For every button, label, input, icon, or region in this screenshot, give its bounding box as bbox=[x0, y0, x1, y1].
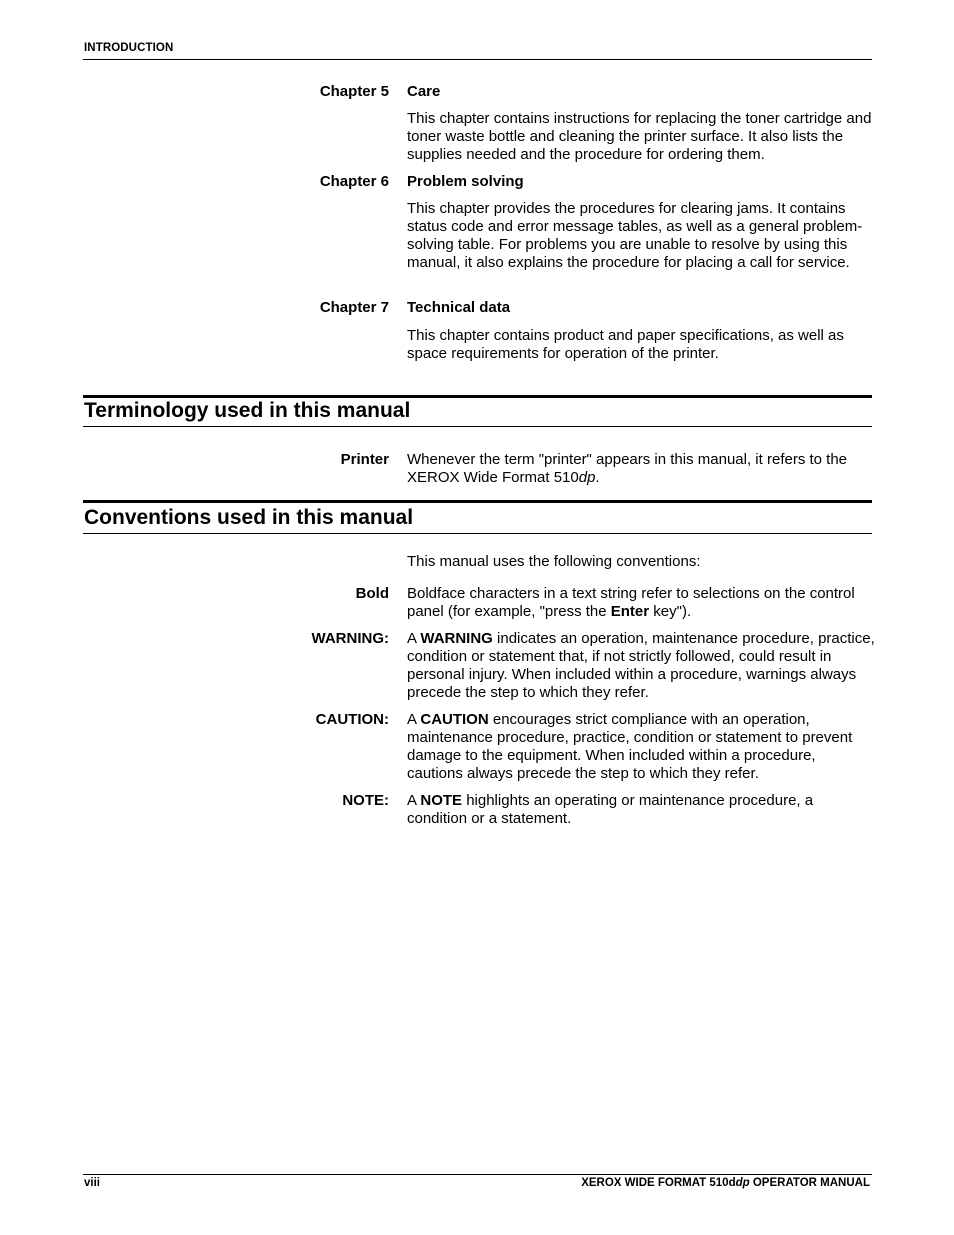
chapter-7-description: This chapter contains product and paper specifications, as well as space requirements for operation of the printer. bbox=[407, 327, 844, 362]
printer-definition bbox=[407, 451, 875, 487]
terminology-top-rule bbox=[83, 395, 872, 398]
note-keyword: NOTE bbox=[420, 792, 463, 809]
printer-definition-text: Whenever the term "printer" appears in this manual, it refers to the XEROX Wide Format 510 bbox=[407, 451, 848, 486]
printer-term: Printer bbox=[340, 451, 389, 468]
note-term: NOTE: bbox=[342, 792, 389, 809]
footer-title-italic: dp bbox=[735, 1177, 750, 1189]
printer-model-suffix: dp bbox=[578, 469, 596, 486]
footer-rule bbox=[83, 1174, 872, 1175]
caution-term: CAUTION: bbox=[315, 711, 389, 728]
page-number: viii bbox=[84, 1177, 100, 1189]
warning-keyword: WARNING bbox=[420, 630, 493, 647]
conventions-heading: Conventions used in this manual bbox=[84, 506, 414, 529]
enter-key-label: Enter bbox=[610, 603, 650, 620]
footer-title-end: OPERATOR MANUAL bbox=[749, 1177, 870, 1189]
bold-definition-text: Boldface characters in a text string refer to selections on the control panel (for example, "press the bbox=[407, 585, 855, 620]
caution-keyword: CAUTION bbox=[420, 711, 489, 728]
conventions-top-rule bbox=[83, 500, 872, 503]
bold-definition bbox=[407, 585, 875, 621]
chapter-5-label: Chapter 5 bbox=[319, 83, 389, 100]
caution-definition bbox=[407, 711, 875, 783]
header-rule bbox=[83, 59, 872, 60]
bold-term: Bold bbox=[355, 585, 389, 602]
note-text: highlights an operating or maintenance procedure, a condition or a statement. bbox=[407, 792, 814, 827]
footer-title-text: XEROX WIDE FORMAT 510d bbox=[581, 1177, 736, 1189]
warning-text: indicates an operation, maintenance procedure, practice, condition or statement that, if not strictly followed, could result in personal injury. When included within a procedure, warnings always precede the step to which they refer. bbox=[407, 630, 875, 701]
note-prefix: A bbox=[407, 792, 421, 809]
chapter-6-label: Chapter 6 bbox=[319, 173, 389, 190]
conventions-intro: This manual uses the following conventions: bbox=[407, 553, 701, 570]
chapter-6-description: This chapter provides the procedures for clearing jams. It contains status code and error message tables, as well as a general problem-solving table. For problems you are unable to resolve by using this manual, it also explains the procedure for placing a call for service. bbox=[407, 200, 863, 271]
footer-manual-title bbox=[581, 1177, 870, 1189]
chapter-7-label: Chapter 7 bbox=[319, 299, 389, 316]
bold-definition-end: key"). bbox=[649, 603, 692, 620]
note-definition bbox=[407, 792, 875, 828]
terminology-bottom-rule bbox=[83, 426, 872, 427]
caution-prefix: A bbox=[407, 711, 421, 728]
warning-term: WARNING: bbox=[311, 630, 389, 647]
running-header: INTRODUCTION bbox=[84, 42, 174, 54]
terminology-heading: Terminology used in this manual bbox=[84, 399, 411, 422]
conventions-bottom-rule bbox=[83, 533, 872, 534]
caution-text: encourages strict compliance with an operation, maintenance procedure, practice, condition or statement to prevent damage to the equipment. When included within a procedure, cautions always precede the step to which they refer. bbox=[407, 711, 853, 782]
warning-prefix: A bbox=[407, 630, 421, 647]
warning-definition bbox=[407, 630, 875, 702]
chapter-6-title: Problem solving bbox=[407, 173, 524, 190]
chapter-5-description: This chapter contains instructions for replacing the toner cartridge and toner waste bottle and cleaning the printer surface. It also lists the supplies needed and the procedure for ordering them. bbox=[407, 110, 872, 163]
chapter-7-title: Technical data bbox=[407, 299, 511, 316]
chapter-5-title: Care bbox=[407, 83, 441, 100]
printer-definition-end: . bbox=[595, 469, 600, 486]
